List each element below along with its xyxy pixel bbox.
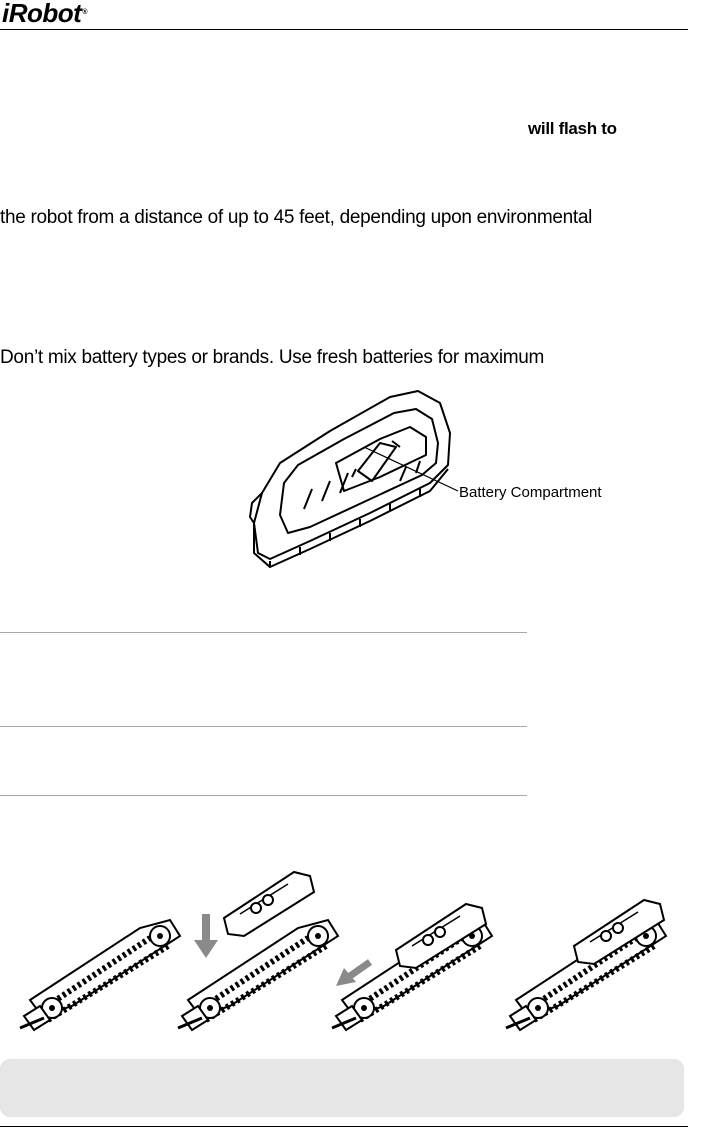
footer-rule [0, 1126, 688, 1127]
irobot-logo: iRobot® [2, 0, 87, 28]
step-3-robot [332, 904, 492, 1030]
header-rule [0, 29, 688, 30]
text-battery-advice: Don’t mix battery types or brands. Use fresh batteries for maximum [0, 347, 545, 368]
note-box [0, 1059, 684, 1117]
step-2-robot [178, 872, 338, 1030]
table-rule-2 [0, 726, 527, 727]
step-4-robot [506, 900, 666, 1030]
text-will-flash: will flash to [528, 119, 617, 138]
table-rule-3 [0, 795, 527, 796]
battery-install-steps [20, 880, 700, 1040]
table-rule-1 [0, 632, 527, 633]
callout-battery-compartment: Battery Compartment [459, 484, 602, 501]
diagonal-arrow-icon [350, 962, 370, 976]
step-1-robot [20, 920, 180, 1030]
remote-battery-illustration [240, 385, 470, 585]
text-range-distance: the robot from a distance of up to 45 feet, depending upon environmental [0, 207, 593, 228]
